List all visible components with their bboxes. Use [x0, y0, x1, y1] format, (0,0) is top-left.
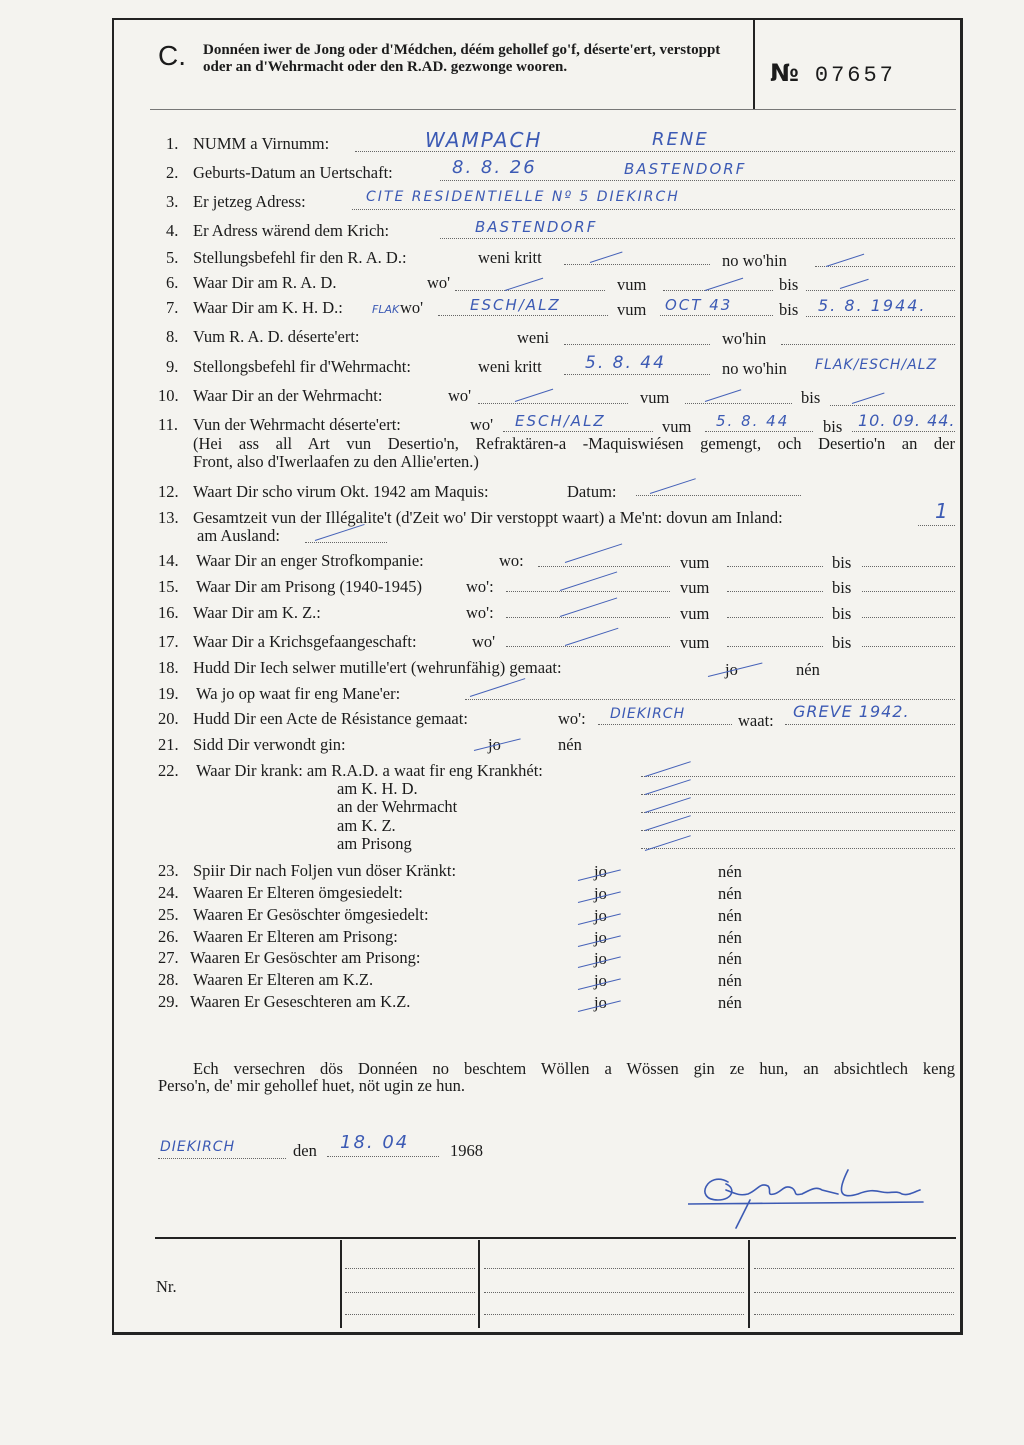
row-label: Waaren Er Gesöschter am Prisong:	[190, 948, 421, 967]
row-number: 24.	[158, 883, 179, 902]
fill-line	[641, 776, 955, 777]
note-line: Front, also d'Iwerlaafen zu den Allie'erten.)	[193, 452, 479, 471]
row-number: 9.	[166, 357, 179, 376]
row-number: 18.	[158, 658, 179, 677]
option-jo: jo	[488, 735, 501, 754]
header-divider	[753, 18, 755, 109]
fill-line	[564, 374, 710, 375]
field-label: Datum:	[567, 482, 617, 501]
number-sign: №	[770, 59, 799, 87]
fill-line	[862, 566, 955, 567]
fill-line	[862, 591, 955, 592]
field-label: no wo'hin	[722, 251, 787, 270]
row-label: Geburts-Datum an Uertschaft:	[193, 163, 393, 182]
fill-line	[327, 1156, 439, 1157]
fill-line	[754, 1314, 954, 1315]
fill-line	[538, 566, 670, 567]
fill-line	[660, 315, 773, 316]
fill-line	[862, 617, 955, 618]
handwritten-months: 1	[935, 499, 950, 523]
fill-line	[727, 617, 823, 618]
row-number: 11.	[158, 415, 179, 434]
option-nen: nén	[718, 884, 742, 903]
field-label: bis	[779, 300, 799, 319]
option-nen: nén	[718, 862, 742, 881]
field-label: vum	[617, 300, 647, 319]
row-label: Er Adress wärend dem Krich:	[193, 221, 390, 240]
field-label: bis	[832, 553, 852, 572]
signature-icon	[688, 1160, 928, 1230]
option-jo: jo	[594, 993, 607, 1012]
option-jo: jo	[594, 971, 607, 990]
fill-line	[685, 403, 792, 404]
row-label: NUMM a Virnumm:	[193, 134, 330, 153]
footer-divider	[478, 1240, 480, 1328]
row-number: 17.	[158, 632, 179, 651]
handwritten-resistance-act: GREVE 1942.	[793, 702, 910, 721]
fill-line	[862, 646, 955, 647]
handwritten-order-date: 5. 8. 44	[585, 353, 666, 373]
option-jo: jo	[594, 862, 607, 881]
section-letter: C.	[158, 40, 186, 71]
option-nen: nén	[718, 949, 742, 968]
field-label: wo'	[470, 415, 494, 434]
field-label: wo'	[400, 298, 424, 317]
row-label: Stellungsbefehl fir den R. A. D.:	[193, 248, 407, 267]
fill-line	[727, 566, 823, 567]
field-label: weni kritt	[478, 248, 542, 267]
footer-rule	[155, 1237, 956, 1239]
row-label: Spiir Dir nach Foljen vun döser Kränkt:	[193, 861, 457, 880]
option-jo: jo	[725, 660, 738, 679]
fill-line	[506, 591, 670, 592]
row-label: Waaren Er Gesöschter ömgesiedelt:	[193, 905, 429, 924]
field-label: weni	[517, 328, 550, 347]
field-label: wo':	[558, 709, 586, 728]
option-jo: jo	[594, 884, 607, 903]
handwritten-surname: WAMPACH	[425, 128, 543, 152]
field-label: wo:	[499, 551, 524, 570]
row-number: 28.	[158, 970, 179, 989]
row-number: 7.	[166, 298, 179, 317]
footer-nr-label: Nr.	[156, 1277, 177, 1296]
handwritten-from: OCT 43	[665, 296, 733, 314]
row-number: 21.	[158, 735, 179, 754]
row-number: 4.	[166, 221, 179, 240]
row-number: 29.	[158, 992, 179, 1011]
field-label: vum	[662, 417, 692, 436]
handwritten-signing-date: 18. 04	[340, 1132, 410, 1153]
field-label: am Ausland:	[197, 526, 280, 545]
field-label: bis	[801, 388, 821, 407]
field-label: vum	[680, 553, 710, 572]
handwritten-unit: FLAK	[372, 303, 400, 316]
handwritten-to: 5. 8. 1944.	[818, 296, 927, 315]
fill-line	[506, 646, 670, 647]
option-nen: nén	[558, 735, 582, 754]
row-number: 13.	[158, 508, 179, 527]
row-number: 23.	[158, 861, 179, 880]
fill-line	[503, 431, 653, 432]
field-label: bis	[832, 578, 852, 597]
sub-field: am Prisong	[337, 834, 412, 853]
row-label: Waar Dir am R. A. D.	[193, 273, 337, 292]
row-number: 3.	[166, 192, 179, 211]
fill-line	[352, 209, 955, 210]
handwritten-desertion-place: ESCH/ALZ	[515, 412, 606, 430]
row-label: Er jetzeg Adress:	[193, 192, 306, 211]
fill-line	[641, 848, 955, 849]
row-label: Vum R. A. D. déserte'ert:	[193, 327, 360, 346]
field-label: wo':	[466, 577, 494, 596]
note-line: (Hei ass all Art vun Desertio'n, Refraktären-a -Maquiswiésen gemengt, och Desertio'n an der	[193, 434, 955, 453]
field-label: bis	[823, 417, 843, 436]
fill-line	[564, 344, 710, 345]
handwritten-address: CITE RESIDENTIELLE Nº 5 DIEKIRCH	[366, 189, 680, 205]
field-label: vum	[617, 275, 647, 294]
handwritten-war-address: BASTENDORF	[475, 218, 598, 236]
den-label: den	[293, 1141, 317, 1160]
field-label: bis	[832, 633, 852, 652]
field-label: wo'	[472, 632, 496, 651]
option-nen: nén	[718, 906, 742, 925]
field-label: wo'	[448, 386, 472, 405]
declaration-line: Perso'n, de' mir gehollef huet, nöt ugin ze hun.	[158, 1076, 466, 1095]
row-number: 26.	[158, 927, 179, 946]
fill-line	[506, 617, 670, 618]
fill-line	[754, 1268, 954, 1269]
row-label: Waart Dir scho virum Okt. 1942 am Maquis:	[193, 482, 489, 501]
field-label: vum	[680, 633, 710, 652]
option-nen: nén	[796, 660, 820, 679]
handwritten-place: ESCH/ALZ	[470, 296, 561, 314]
row-number: 15.	[158, 577, 179, 596]
handwritten-signing-place: DIEKIRCH	[160, 1139, 236, 1155]
fill-line	[727, 591, 823, 592]
declaration-line: Ech versechren dös Donnéen no beschtem Wöllen a Wössen gin ze hun, an absichtlech keng	[193, 1059, 955, 1078]
field-label: bis	[779, 275, 799, 294]
row-number: 2.	[166, 163, 179, 182]
field-label: vum	[680, 604, 710, 623]
row-number: 5.	[166, 248, 179, 267]
row-number: 6.	[166, 273, 179, 292]
fill-line	[465, 699, 955, 700]
fill-line	[438, 315, 608, 316]
sub-field: am K. Z.	[337, 816, 396, 835]
handwritten-firstname: RENE	[652, 129, 709, 150]
fill-line	[806, 316, 955, 317]
fill-line	[440, 238, 955, 239]
handwritten-birthdate: 8. 8. 26	[452, 157, 537, 178]
fill-line	[484, 1268, 744, 1269]
option-nen: nén	[718, 971, 742, 990]
fill-line	[305, 542, 387, 543]
field-label: wo'hin	[722, 329, 767, 348]
fill-line	[852, 431, 955, 432]
option-nen: nén	[718, 928, 742, 947]
option-jo: jo	[594, 928, 607, 947]
fill-line	[785, 724, 955, 725]
row-label: Waar Dir am K. H. D.:	[193, 298, 343, 317]
number-value: 07657	[814, 63, 896, 88]
fill-line	[564, 264, 710, 265]
row-label: Waar Dir a Krichsgefaangeschaft:	[193, 632, 417, 651]
fill-line	[641, 830, 955, 831]
fill-line	[345, 1268, 475, 1269]
footer-divider	[748, 1240, 750, 1328]
fill-line	[663, 290, 773, 291]
fill-line	[781, 344, 955, 345]
field-label: vum	[680, 578, 710, 597]
field-label: waat:	[738, 711, 774, 730]
row-label: Waar Dir am Prisong (1940-1945)	[196, 577, 422, 596]
row-label: Waaren Er Elteren am K.Z.	[193, 970, 374, 989]
fill-line	[918, 525, 955, 526]
sub-field: am K. H. D.	[337, 779, 418, 798]
fill-line	[484, 1292, 744, 1293]
row-label: Waaren Er Elteren ömgesiedelt:	[193, 883, 403, 902]
row-label: Vun der Wehrmacht déserte'ert:	[193, 415, 401, 434]
fill-line	[455, 290, 605, 291]
row-label: Sidd Dir verwondt gin:	[193, 735, 346, 754]
form-number	[770, 58, 896, 88]
row-label: Hudd Dir een Acte de Résistance gemaat:	[193, 709, 468, 728]
row-number: 25.	[158, 905, 179, 924]
row-label: Waaren Er Geseschteren am K.Z.	[190, 992, 411, 1011]
fill-line	[636, 495, 801, 496]
header-rule	[150, 109, 956, 110]
field-label: wo'	[427, 273, 451, 292]
row-label: Waaren Er Elteren am Prisong:	[193, 927, 398, 946]
row-label: Waar Dir an der Wehrmacht:	[193, 386, 383, 405]
row-number: 16.	[158, 603, 179, 622]
handwritten-desertion-to: 10. 09. 44.	[858, 411, 956, 430]
fill-line	[440, 180, 955, 181]
fill-line	[484, 1314, 744, 1315]
row-number: 19.	[158, 684, 179, 703]
section-title: Donnéen iwer de Jong oder d'Médchen, déém gehollef go'f, déserte'ert, verstoppt oder an d'Wehrmacht oder den R.AD. gezwonge wooren.	[203, 42, 721, 75]
fill-line	[705, 431, 813, 432]
fill-line	[830, 405, 955, 406]
option-nen: nén	[718, 993, 742, 1012]
fill-line	[158, 1158, 286, 1159]
row-label: Stellongsbefehl fir d'Wehrmacht:	[193, 357, 411, 376]
row-label: Wa jo op waat fir eng Mane'er:	[196, 684, 401, 703]
field-label: wo':	[466, 603, 494, 622]
row-number: 1.	[166, 134, 179, 153]
row-number: 27.	[158, 948, 179, 967]
row-number: 20.	[158, 709, 179, 728]
handwritten-destination: FLAK/ESCH/ALZ	[815, 357, 938, 373]
fill-line	[641, 812, 955, 813]
field-label: weni kritt	[478, 357, 542, 376]
row-number: 22.	[158, 761, 179, 780]
row-label: Gesamtzeit vun der Illégalite't (d'Zeit wo' Dir verstoppt waart) a Me'nt: dovun am Inland:	[193, 508, 783, 527]
fill-line	[754, 1292, 954, 1293]
sub-field: an der Wehrmacht	[337, 797, 458, 816]
option-jo: jo	[594, 949, 607, 968]
fill-line	[806, 290, 955, 291]
fill-line	[815, 266, 955, 267]
field-label: no wo'hin	[722, 359, 787, 378]
row-label: Waar Dir an enger Strofkompanie:	[196, 551, 424, 570]
row-label: Waar Dir krank: am R.A.D. a waat fir eng Krankhét:	[196, 761, 543, 780]
handwritten-desertion-from: 5. 8. 44	[716, 412, 790, 430]
handwritten-resistance-place: DIEKIRCH	[610, 706, 686, 722]
field-label: bis	[832, 604, 852, 623]
option-jo: jo	[594, 906, 607, 925]
fill-line	[478, 403, 628, 404]
row-number: 10.	[158, 386, 179, 405]
footer-divider	[340, 1240, 342, 1328]
fill-line	[727, 646, 823, 647]
fill-line	[641, 794, 955, 795]
row-number: 14.	[158, 551, 179, 570]
fill-line	[345, 1292, 475, 1293]
handwritten-birthplace: BASTENDORF	[624, 160, 747, 178]
year-label: 1968	[450, 1141, 483, 1160]
fill-line	[345, 1314, 475, 1315]
field-label: vum	[640, 388, 670, 407]
row-number: 12.	[158, 482, 179, 501]
row-number: 8.	[166, 327, 179, 346]
row-label: Waar Dir am K. Z.:	[193, 603, 321, 622]
fill-line	[598, 724, 732, 725]
row-label: Hudd Dir Iech selwer mutille'ert (wehrunfähig) gemaat:	[193, 658, 562, 677]
